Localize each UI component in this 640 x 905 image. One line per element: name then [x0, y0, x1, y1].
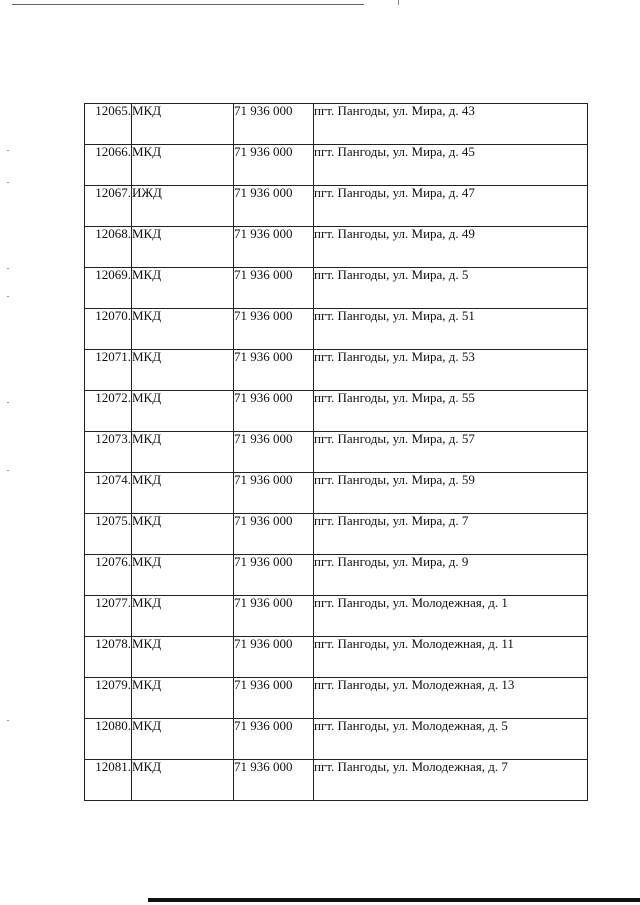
building-type: МКД [132, 391, 234, 432]
oktmo-code: 71 936 000 [234, 268, 314, 309]
address: пгт. Пангоды, ул. Мира, д. 47 [314, 186, 588, 227]
oktmo-code: 71 936 000 [234, 432, 314, 473]
address: пгт. Пангоды, ул. Молодежная, д. 11 [314, 637, 588, 678]
building-type: МКД [132, 432, 234, 473]
margin-speck [7, 150, 9, 151]
address: пгт. Пангоды, ул. Мира, д. 57 [314, 432, 588, 473]
building-type: МКД [132, 473, 234, 514]
oktmo-code: 71 936 000 [234, 309, 314, 350]
table-row [85, 227, 588, 268]
oktmo-code: 71 936 000 [234, 637, 314, 678]
top-scan-mark [398, 0, 399, 5]
oktmo-code: 71 936 000 [234, 719, 314, 760]
table-row [85, 145, 588, 186]
top-scan-rule [12, 4, 364, 5]
row-number: 12070. [85, 309, 132, 350]
row-number: 12065. [85, 104, 132, 145]
table-row [85, 596, 588, 637]
table-row [85, 268, 588, 309]
margin-speck [7, 402, 9, 403]
row-number: 12073. [85, 432, 132, 473]
table-row [85, 514, 588, 555]
table-row [85, 555, 588, 596]
row-number: 12067. [85, 186, 132, 227]
row-number: 12072. [85, 391, 132, 432]
building-type: МКД [132, 268, 234, 309]
bottom-scan-rule [148, 898, 640, 902]
oktmo-code: 71 936 000 [234, 391, 314, 432]
row-number: 12081. [85, 760, 132, 801]
row-number: 12076. [85, 555, 132, 596]
table-row [85, 719, 588, 760]
margin-speck [7, 268, 9, 269]
address: пгт. Пангоды, ул. Мира, д. 45 [314, 145, 588, 186]
address: пгт. Пангоды, ул. Мира, д. 51 [314, 309, 588, 350]
address: пгт. Пангоды, ул. Молодежная, д. 13 [314, 678, 588, 719]
table-row [85, 473, 588, 514]
oktmo-code: 71 936 000 [234, 596, 314, 637]
building-type: МКД [132, 514, 234, 555]
building-type: МКД [132, 104, 234, 145]
row-number: 12071. [85, 350, 132, 391]
address: пгт. Пангоды, ул. Молодежная, д. 5 [314, 719, 588, 760]
address: пгт. Пангоды, ул. Мира, д. 9 [314, 555, 588, 596]
table-row [85, 350, 588, 391]
address-registry-table [84, 103, 588, 801]
table-row [85, 678, 588, 719]
row-number: 12075. [85, 514, 132, 555]
margin-speck [7, 470, 9, 471]
table-row [85, 104, 588, 145]
oktmo-code: 71 936 000 [234, 186, 314, 227]
oktmo-code: 71 936 000 [234, 678, 314, 719]
oktmo-code: 71 936 000 [234, 760, 314, 801]
building-type: МКД [132, 145, 234, 186]
building-type: МКД [132, 678, 234, 719]
building-type: МКД [132, 227, 234, 268]
oktmo-code: 71 936 000 [234, 350, 314, 391]
address: пгт. Пангоды, ул. Молодежная, д. 7 [314, 760, 588, 801]
row-number: 12066. [85, 145, 132, 186]
row-number: 12069. [85, 268, 132, 309]
address: пгт. Пангоды, ул. Молодежная, д. 1 [314, 596, 588, 637]
table-row [85, 309, 588, 350]
address: пгт. Пангоды, ул. Мира, д. 5 [314, 268, 588, 309]
table-row [85, 432, 588, 473]
building-type: МКД [132, 760, 234, 801]
table-row [85, 186, 588, 227]
row-number: 12078. [85, 637, 132, 678]
building-type: МКД [132, 350, 234, 391]
row-number: 12077. [85, 596, 132, 637]
row-number: 12074. [85, 473, 132, 514]
table-row [85, 391, 588, 432]
oktmo-code: 71 936 000 [234, 227, 314, 268]
table-row [85, 760, 588, 801]
oktmo-code: 71 936 000 [234, 145, 314, 186]
building-type: МКД [132, 555, 234, 596]
address: пгт. Пангоды, ул. Мира, д. 43 [314, 104, 588, 145]
building-type: МКД [132, 596, 234, 637]
margin-speck [7, 182, 9, 183]
oktmo-code: 71 936 000 [234, 514, 314, 555]
building-type: ИЖД [132, 186, 234, 227]
building-type: МКД [132, 309, 234, 350]
address: пгт. Пангоды, ул. Мира, д. 49 [314, 227, 588, 268]
building-type: МКД [132, 637, 234, 678]
row-number: 12068. [85, 227, 132, 268]
building-type: МКД [132, 719, 234, 760]
row-number: 12080. [85, 719, 132, 760]
table-row [85, 637, 588, 678]
address: пгт. Пангоды, ул. Мира, д. 7 [314, 514, 588, 555]
address: пгт. Пангоды, ул. Мира, д. 53 [314, 350, 588, 391]
oktmo-code: 71 936 000 [234, 555, 314, 596]
margin-speck [7, 296, 9, 297]
oktmo-code: 71 936 000 [234, 473, 314, 514]
row-number: 12079. [85, 678, 132, 719]
address: пгт. Пангоды, ул. Мира, д. 55 [314, 391, 588, 432]
margin-speck [7, 720, 9, 721]
registry-body [85, 104, 588, 801]
oktmo-code: 71 936 000 [234, 104, 314, 145]
address: пгт. Пангоды, ул. Мира, д. 59 [314, 473, 588, 514]
